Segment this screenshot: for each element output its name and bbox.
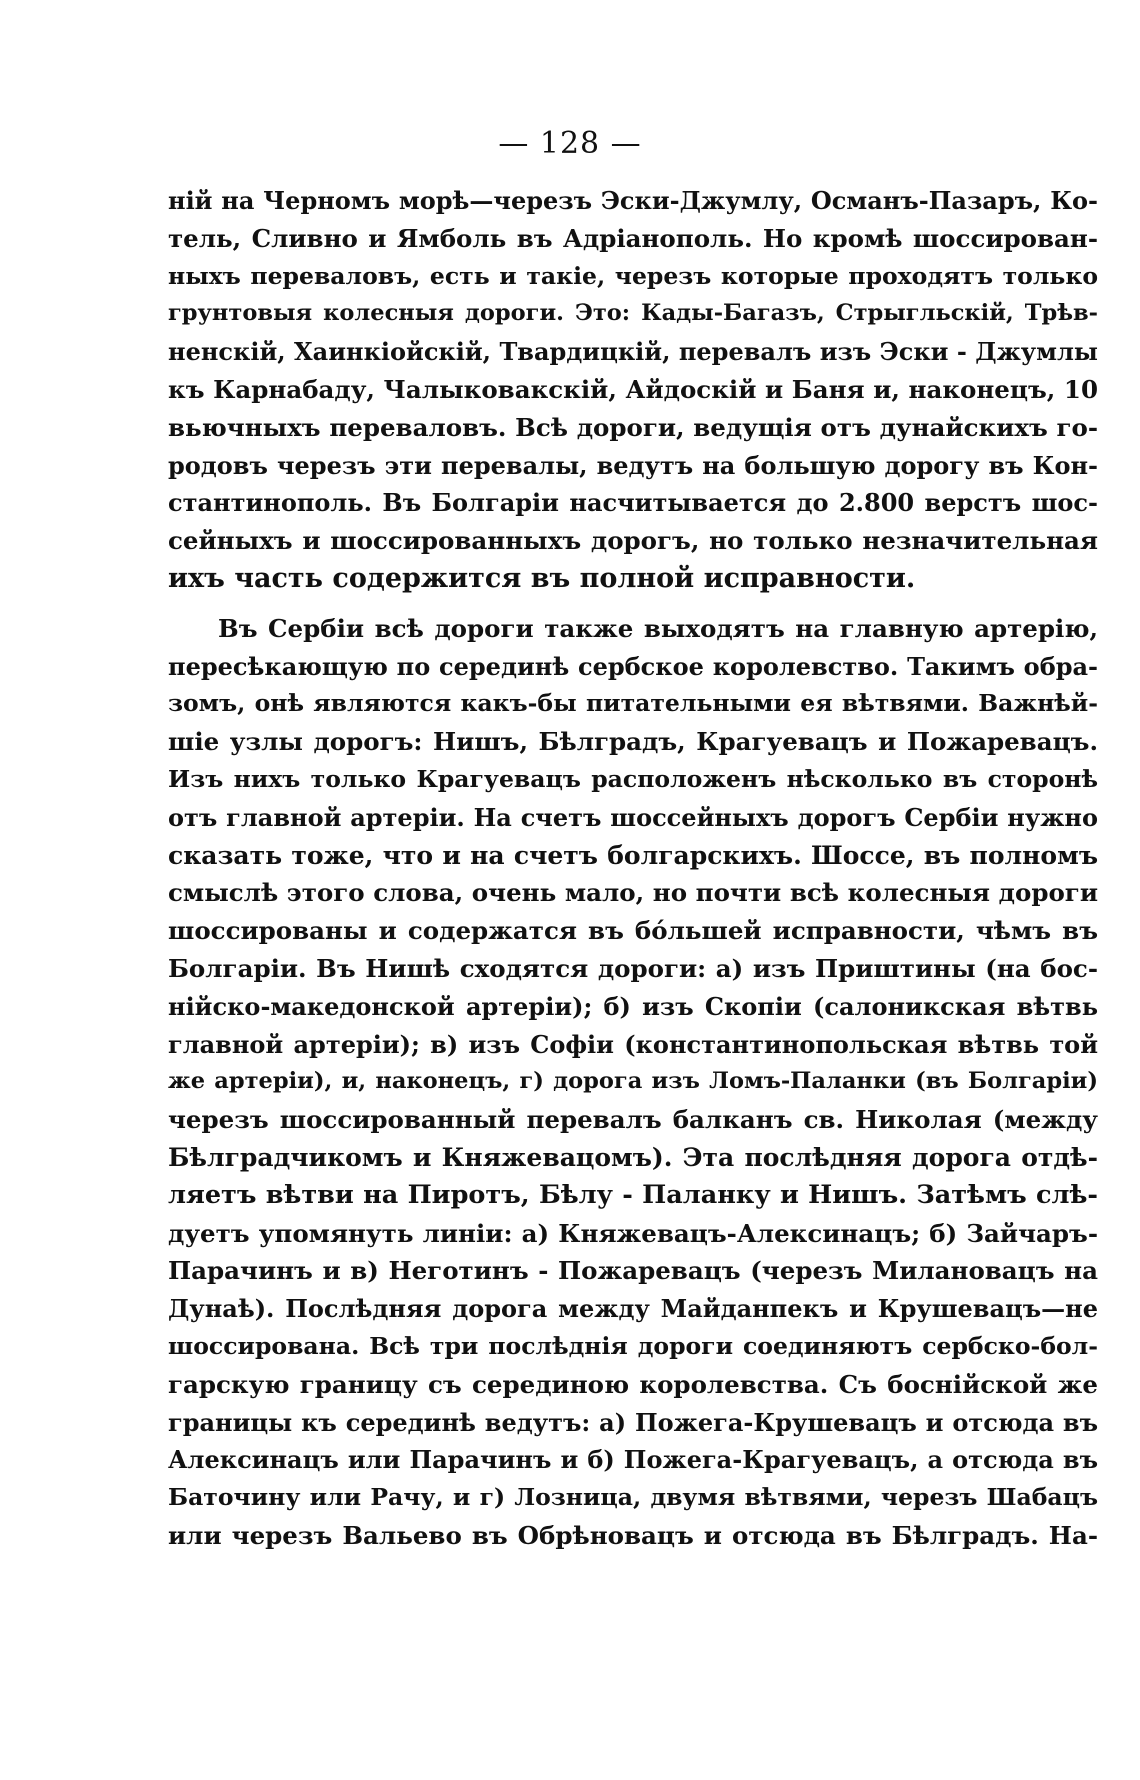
text-line: Изъ нихъ только Крагуевацъ расположенъ нѣсколько въ сторонѣ [168,764,1098,793]
text-line: Парачинъ и в) Неготинъ - Пожаревацъ (черезъ Милановацъ на [168,1256,1098,1286]
text-line: смыслѣ этого слова, очень мало, но почти всѣ колесныя дороги [168,878,1098,908]
text-line: шіе узлы дорогъ: Нишъ, Бѣлградъ, Крагуевацъ и Пожаревацъ. [168,727,1098,757]
paragraph-1 [168,182,1098,598]
text-line: черезъ шоссированный перевалъ балканъ св. Николая (между [168,1105,1098,1135]
text-line: сейныхъ и шоссированныхъ дорогъ, но только незначительная [168,526,1098,556]
text-line: ляетъ вѣтви на Пиротъ, Бѣлу - Паланку и Нишъ. Затѣмъ слѣ- [168,1179,1098,1210]
text-line: Бѣлградчикомъ и Княжевацомъ). Эта послѣдняя дорога отдѣ- [168,1142,1098,1172]
text-line: Въ Сербіи всѣ дороги также выходятъ на главную артерію, [218,613,1098,643]
text-line: грунтовыя колесныя дороги. Это: Кады-Багазъ, Стрыгльскій, Трѣв- [168,300,1098,327]
text-line: Дунаѣ). Послѣдняя дорога между Майданпекъ и Крушевацъ—не [168,1294,1098,1324]
text-line: дуетъ упомянуть линіи: а) Княжевацъ-Алексинацъ; б) Зайчаръ- [168,1218,1098,1248]
text-line: Алексинацъ или Парачинъ и б) Пожега-Крагуевацъ, а отсюда въ [168,1445,1098,1475]
text-line: стантинополь. Въ Болгаріи насчитывается до 2.800 верстъ шос- [168,488,1098,518]
text-line: Болгаріи. Въ Нишѣ сходятся дороги: а) изъ Приштины (на бос- [168,953,1098,983]
text-line: вьючныхъ переваловъ. Всѣ дороги, ведущія отъ дунайскихъ го- [168,412,1098,442]
text-line: же артеріи), и, наконецъ, г) дорога изъ Ломъ-Паланки (въ Болгаріи) [168,1068,1098,1095]
text-line: Баточину или Рачу, и г) Лозница, двумя вѣтвями, черезъ Шабацъ [168,1483,1098,1512]
text-line: шоссированы и содержатся въ бóльшей исправности, чѣмъ въ [168,916,1098,946]
text-line: ихъ часть содержится въ полной исправности. [168,562,916,594]
page-number: — 128 — [498,126,642,161]
text-line: сказать тоже, что и на счетъ болгарскихъ. Шоссе, въ полномъ [168,840,1098,870]
text-line: къ Карнабаду, Чалыковакскій, Айдоскій и Баня и, наконецъ, 10 [168,374,1098,404]
text-line: пересѣкающую по серединѣ сербское королевство. Такимъ обра- [168,651,1098,681]
body-text [168,182,1098,1555]
text-line: тель, Сливно и Ямболь въ Адріанополь. Но кромѣ шоссирован- [168,223,1098,253]
text-line: гарскую границу съ серединою королевства. Съ боснійской же [168,1369,1098,1399]
text-line: нійско-македонской артеріи); б) изъ Скопіи (салоникская вѣтвь [168,991,1098,1021]
text-line: ній на Черномъ морѣ—черезъ Эски-Джумлу, Османъ-Пазаръ, Ко- [168,186,1098,215]
text-line: отъ главной артеріи. На счетъ шоссейныхъ дорогъ Сербіи нужно [168,802,1098,832]
text-line: границы къ серединѣ ведутъ: а) Пожега-Крушевацъ и отсюда въ [168,1407,1098,1437]
paragraph-2 [168,610,1098,1555]
text-line: ныхъ переваловъ, есть и такіе, черезъ которые проходятъ только [168,261,1098,290]
text-line: или черезъ Вальево въ Обрѣновацъ и отсюда въ Бѣлградъ. На- [168,1520,1098,1550]
text-line: шоссирована. Всѣ три послѣднія дороги соединяютъ сербско-бол- [168,1331,1098,1360]
text-line: главной артеріи); в) изъ Софіи (константинопольская вѣтвь той [168,1029,1098,1059]
text-line: родовъ черезъ эти перевалы, ведутъ на большую дорогу въ Кон- [168,450,1098,480]
text-line: зомъ, онѣ являются какъ-бы питательными ея вѣтвями. Важнѣй- [168,689,1098,718]
text-line: ненскій, Хаинкіойскій, Твардицкій, перевалъ изъ Эски - Джумлы [168,337,1098,367]
